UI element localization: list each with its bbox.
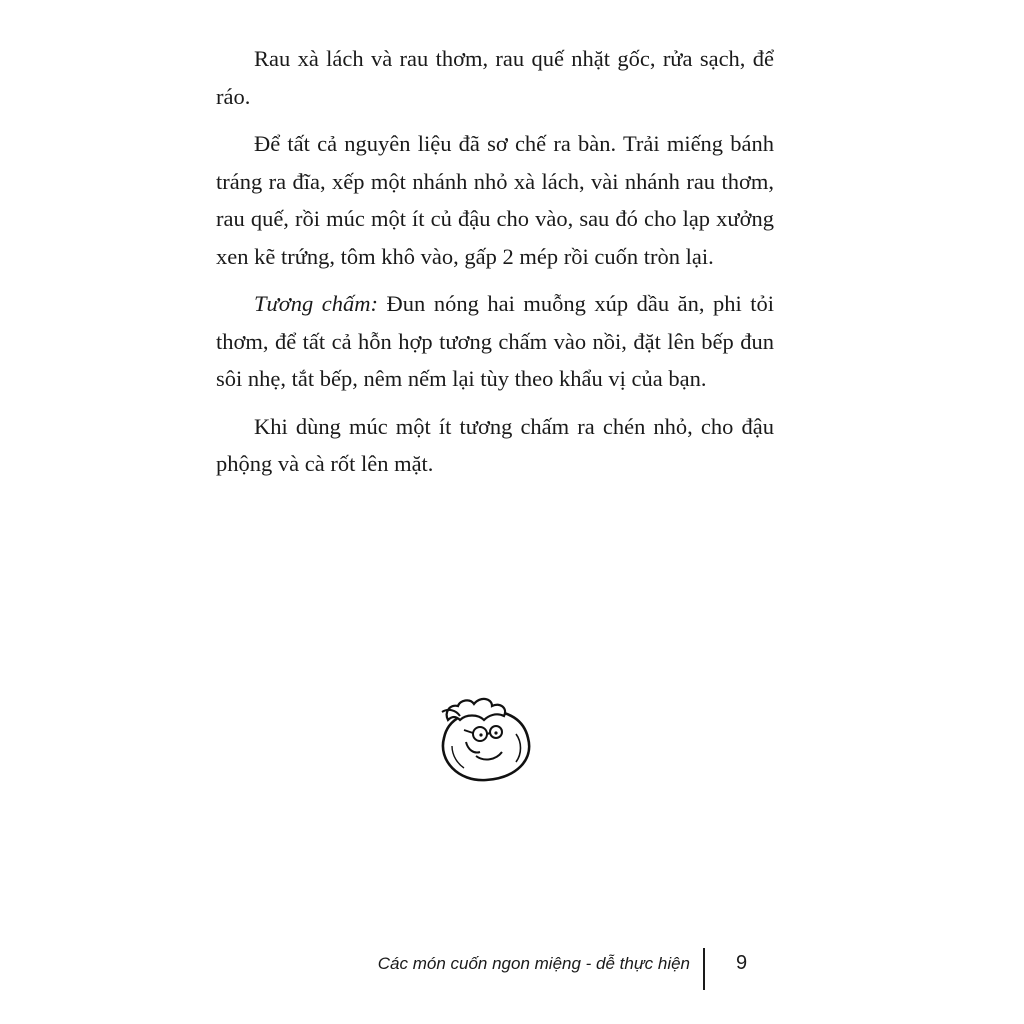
page-footer: [360, 946, 780, 990]
body-text: [216, 40, 774, 493]
paragraph-serving: Khi dùng múc một ít tương chấm ra chén nhỏ, cho đậu phộng và cà rốt lên mặt.: [216, 413, 774, 476]
dipping-sauce-text: Đun nóng hai muỗng xúp dầu ăn, phi tỏi thơm, để tất cả hỗn hợp tương chấm vào nồi, đặt lên bếp đun sôi nhẹ, tắt bếp, nêm nếm lại tùy theo khẩu vị của bạn.: [216, 291, 774, 391]
paragraph-rolling-steps: Để tất cả nguyên liệu đã sơ chế ra bàn. Trải miếng bánh tráng ra đĩa, xếp một nhánh nhỏ xà lách, vài nhánh rau thơm, rau quế, rồi múc một ít củ đậu cho vào, sau đó cho lạp xưởng xen kẽ trứng, tôm khô vào, gấp 2 mép rồi cuốn tròn lại.: [216, 131, 774, 269]
dipping-sauce-heading: Tương chấm:: [254, 291, 379, 316]
page-number: 9: [736, 952, 748, 974]
tomato-mascot-icon: [430, 690, 540, 790]
running-footer-title: Các món cuốn ngon miệng - dễ thực hiện: [377, 954, 690, 973]
paragraph-prep-greens: Rau xà lách và rau thơm, rau quế nhặt gốc, rửa sạch, để ráo.: [216, 46, 774, 109]
footer-divider: [703, 948, 705, 990]
paragraph-dipping-sauce: [216, 285, 774, 398]
